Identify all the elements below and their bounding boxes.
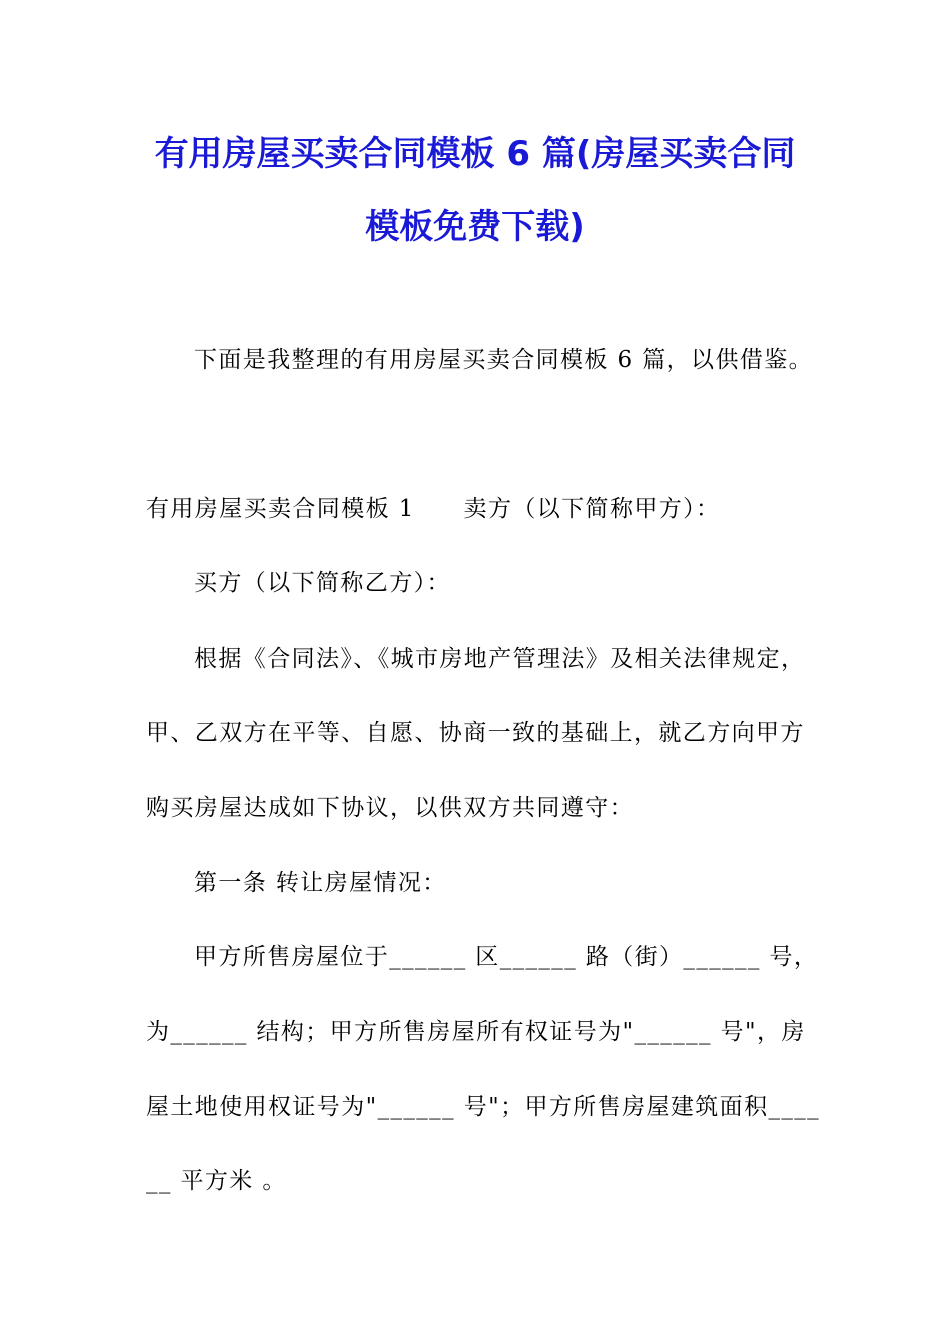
body-line: 购买房屋达成如下协议，以供双方共同遵守：	[146, 795, 634, 821]
document-title-line-2: 模板免费下载)	[365, 207, 585, 247]
body-line: 根据《合同法》、《城市房地产管理法》及相关法律规定，	[194, 646, 806, 672]
body-line: 甲方所售房屋位于______ 区______ 路（街）______ 号，	[194, 944, 819, 970]
article-one-heading: 第一条 转让房屋情况：	[194, 870, 447, 896]
body-line: 甲、乙双方在平等、自愿、协商一致的基础上，就乙方向甲方	[146, 720, 805, 746]
intro-paragraph: 下面是我整理的有用房屋买卖合同模板 6 篇，以供借鉴。	[194, 347, 814, 373]
body-line: 屋土地使用权证号为"______ 号"；甲方所售房屋建筑面积____	[146, 1094, 821, 1120]
contract-heading-line: 有用房屋买卖合同模板 1 卖方（以下简称甲方）：	[146, 496, 721, 522]
body-line: __ 平方米 。	[146, 1168, 287, 1194]
document-title-line-1: 有用房屋买卖合同模板 6 篇(房屋买卖合同	[154, 134, 796, 174]
buyer-line: 买方（以下简称乙方）：	[194, 570, 451, 596]
body-line: 为______ 结构；甲方所售房屋所有权证号为"______ 号"，房	[146, 1019, 806, 1045]
